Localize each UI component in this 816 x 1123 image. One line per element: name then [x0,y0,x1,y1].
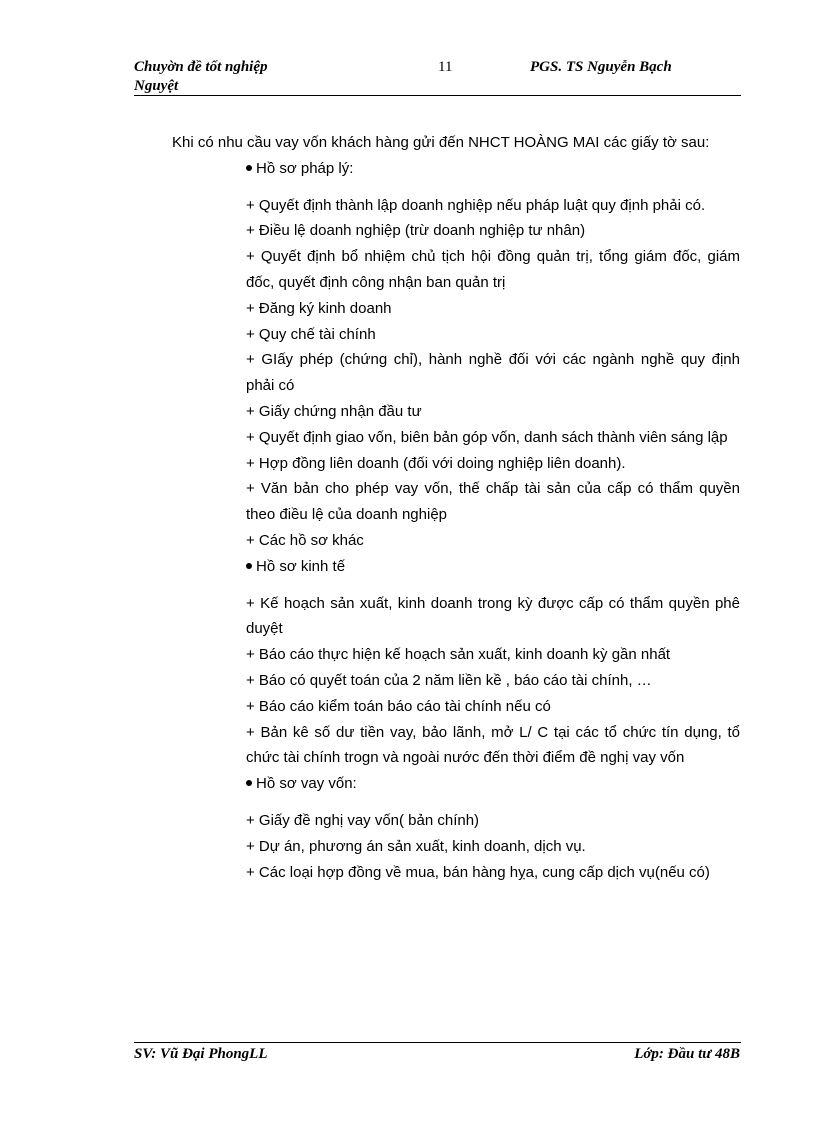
list-item: + Bản kê số dư tiền vay, bảo lãnh, mở L/ C tại các tổ chức tín dụng, tổ chức tài chính trogn và ngoài nước đến thời điểm đề nghị vay vốn [246,723,740,767]
list-item: + Văn bản cho phép vay vốn, thế chấp tài sản của cấp có thẩm quyền theo điều lệ của doanh nghiệp [246,480,740,524]
list-item: + Báo có quyết toán của 2 năm liền kề , báo cáo tài chính, … [246,671,652,689]
page-number: 11 [438,59,453,75]
list-item: + Kế hoạch sản xuất, kinh doanh trong kỳ được cấp có thẩm quyền phê duyệt [246,594,740,638]
list-item: + Dự án, phương án sản xuất, kinh doanh, dịch vụ. [246,837,586,855]
list-item: + Giấy đề nghị vay vốn( bản chính) [246,811,480,829]
footer-divider [134,1042,741,1043]
section-loan-title [246,771,740,797]
bullet-icon [246,780,252,786]
intro-paragraph: Khi có nhu cầu vay vốn khách hàng gửi đến NHCT HOÀNG MAI các giấy tờ sau: [172,134,710,151]
section-economic-title [246,554,740,580]
header-left-line2: Nguyệt [134,78,179,94]
list-item: + GIấy phép (chứng chỉ), hành nghề đối với các ngành nghề quy định phải có [246,351,740,395]
section-legal-title [246,156,740,182]
section-economic-label: Hồ sơ kinh tế [256,557,346,575]
bullet-icon [246,165,252,171]
page-body [134,130,740,885]
list-item: + Giấy chứng nhận đầu tư [246,402,422,420]
page-header [134,59,740,99]
list-item: + Đăng ký kinh doanh [246,299,392,317]
footer-left: SV: Vũ Đại PhongLL [134,1046,268,1062]
header-right: PGS. TS Nguyễn Bạch [530,59,672,75]
section-loan-label: Hồ sơ vay vốn: [256,775,357,793]
list-item: + Các hồ sơ khác [246,531,364,549]
list-item: + Điều lệ doanh nghiệp (trừ doanh nghiệp tư nhân) [246,222,586,240]
list-item: + Quyết định thành lập doanh nghiệp nếu pháp luật quy định phải có. [246,196,706,214]
list-item: + Báo cáo thực hiện kế hoạch sản xuất, kinh doanh kỳ gần nhất [246,646,671,664]
footer-right: Lớp: Đầu tư 48B [634,1046,740,1062]
header-divider [134,95,741,96]
list-item: + Quyết định bổ nhiệm chủ tịch hội đồng quản trị, tổng giám đốc, giám đốc, quyết định công nhận ban quản trị [246,248,740,291]
list-item: + Báo cáo kiểm toán báo cáo tài chính nếu có [246,697,551,715]
list-item: + Các loại hợp đồng về mua, bán hàng hỵa, cung cấp dịch vụ(nếu có) [246,863,710,881]
section-legal-label: Hồ sơ pháp lý: [256,159,354,177]
list-item: + Quyết định giao vốn, biên bản góp vốn, danh sách thành viên sáng lập [246,428,728,446]
header-left-line1: Chuyờn đề tốt nghiệp [134,59,268,75]
list-item: + Quy chế tài chính [246,325,376,343]
bullet-icon [246,563,252,569]
list-item: + Hợp đồng liên doanh (đối với doing nghiệp liên doanh). [246,454,626,472]
